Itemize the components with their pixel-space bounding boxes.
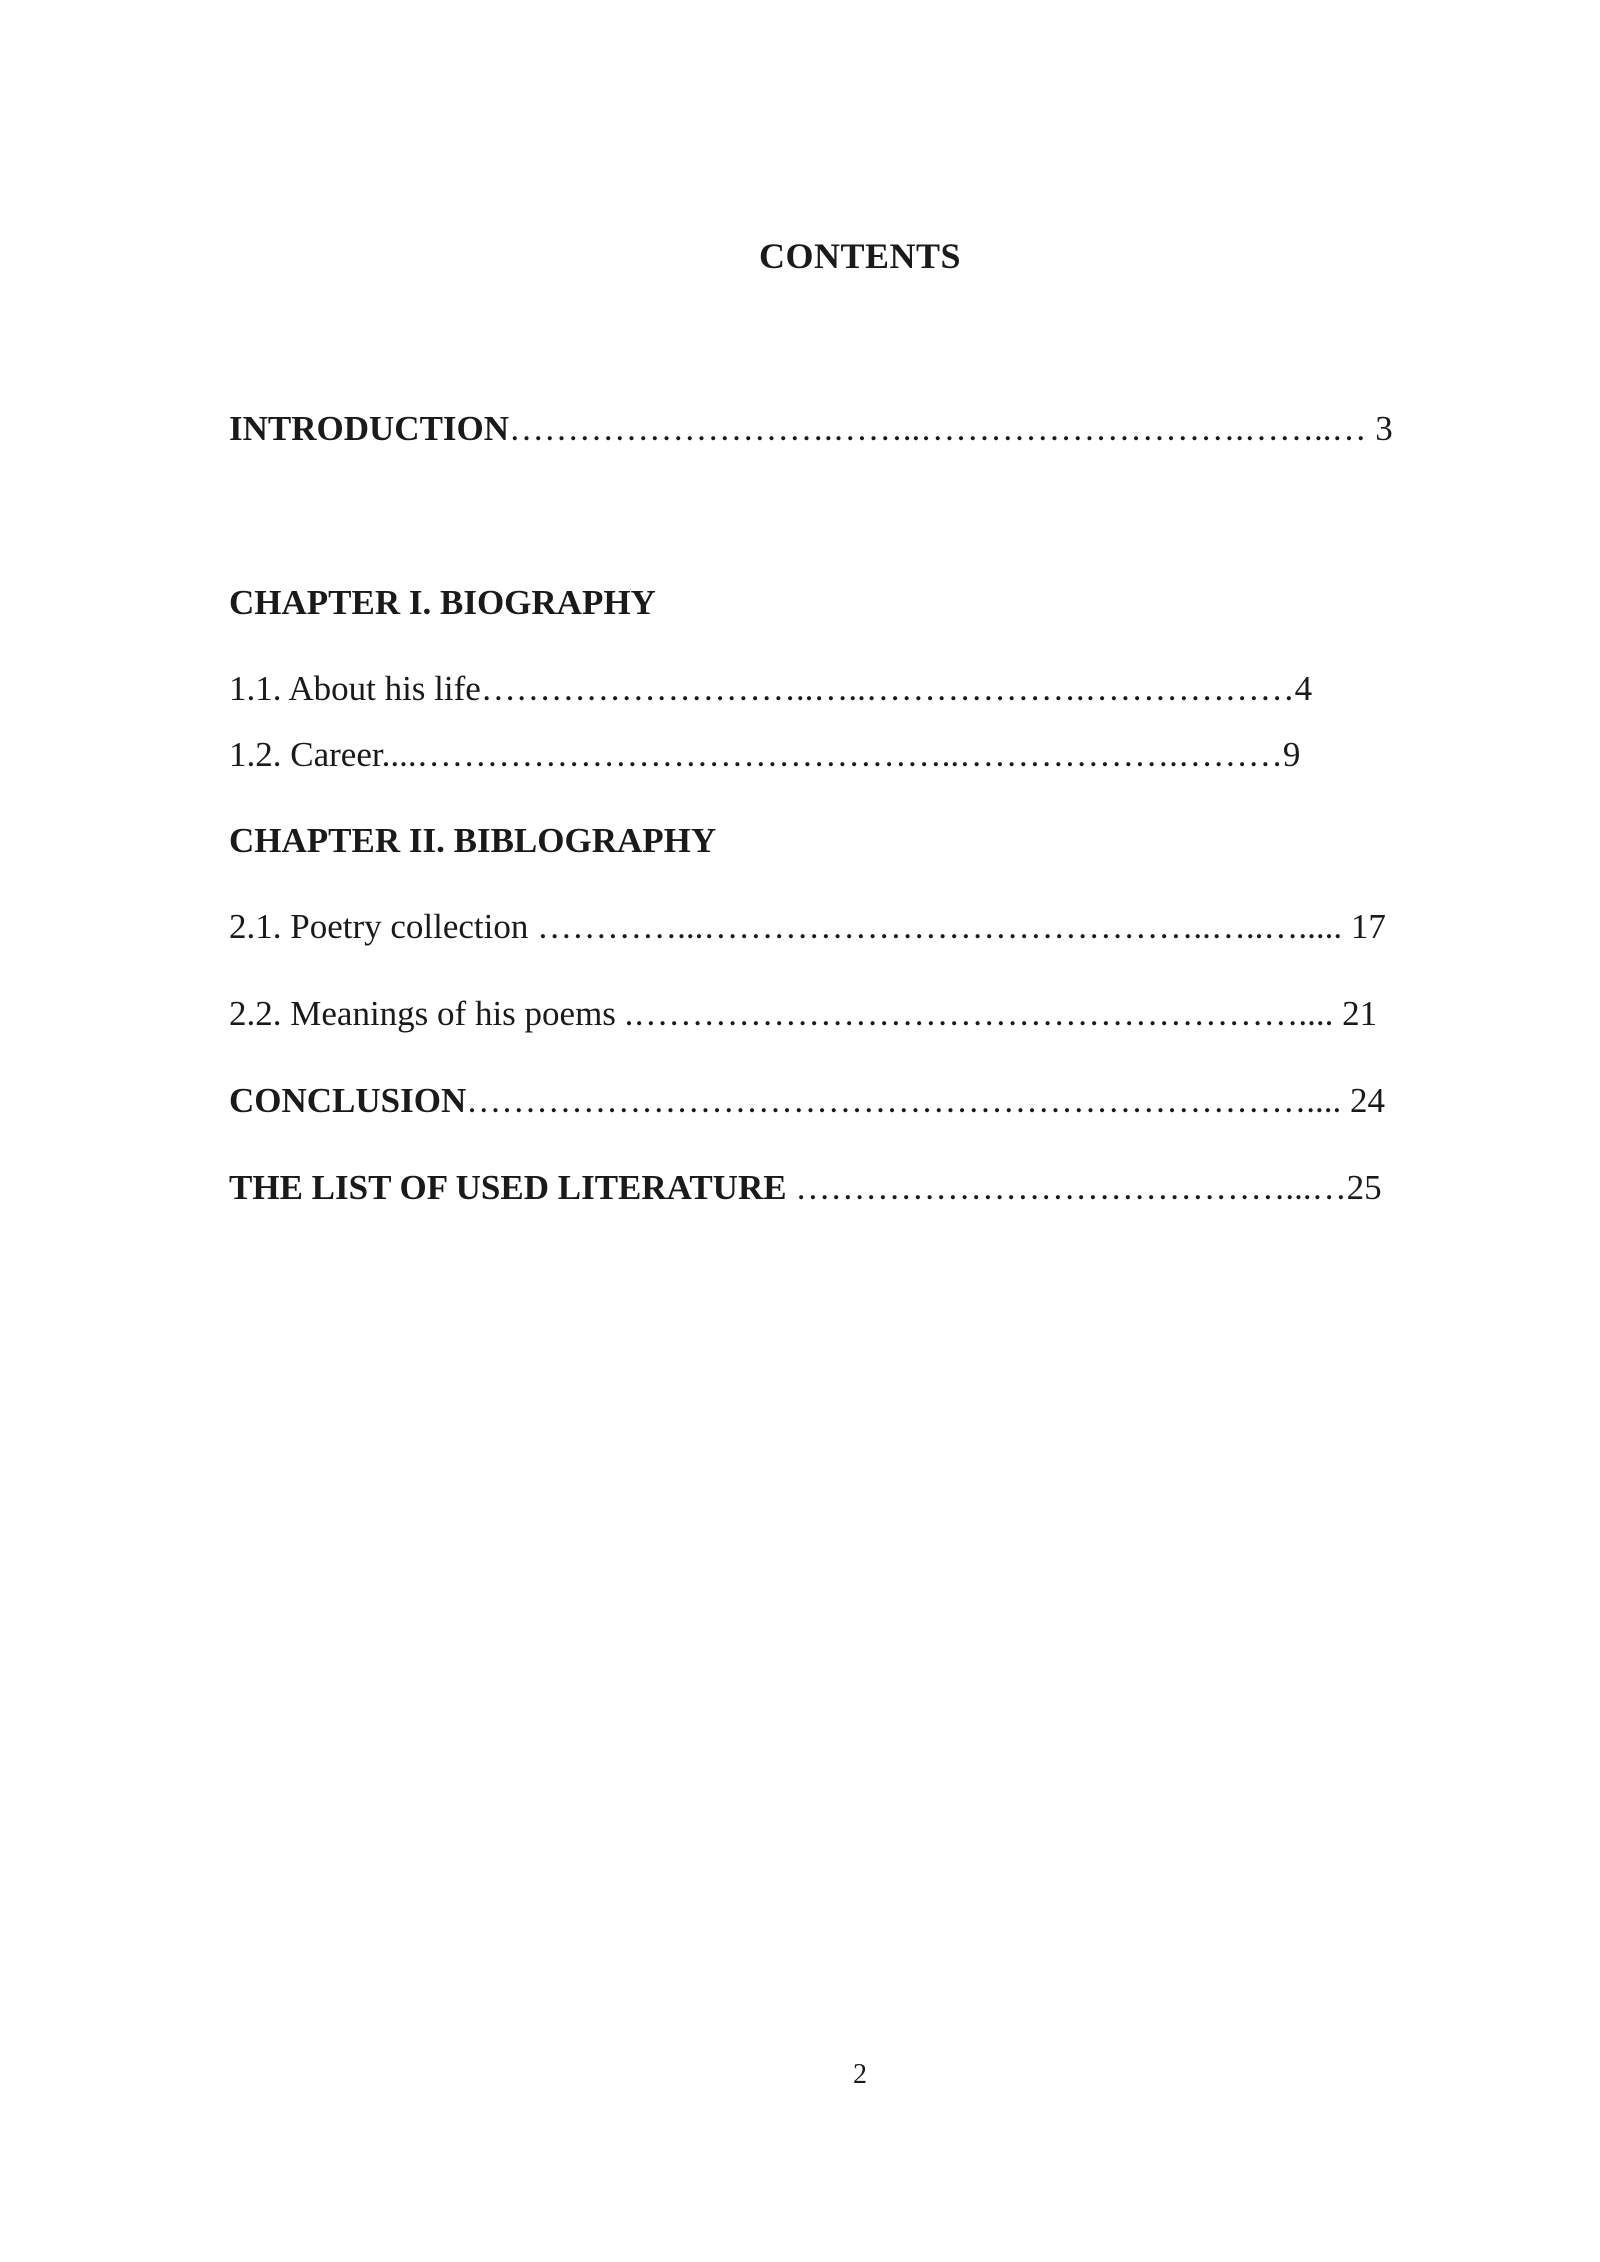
- toc-entry-label: THE LIST OF USED LITERATURE: [229, 1168, 796, 1207]
- toc-page-number: 4: [1294, 669, 1313, 708]
- toc-leader-dots: ………………………………………………………………....: [466, 1081, 1351, 1120]
- toc-entry-about-life: [229, 666, 1312, 712]
- toc-page-number: 3: [1375, 409, 1393, 448]
- toc-page-number: 25: [1346, 1168, 1382, 1207]
- toc-leader-dots: …………...……………………………………..…..….....: [537, 907, 1351, 946]
- toc-chapter-heading-1: CHAPTER I. BIOGRAPHY: [229, 583, 656, 622]
- toc-leader-dots: ……………………….……..……………………….……..…: [509, 409, 1376, 448]
- toc-entry-conclusion: [229, 1078, 1385, 1124]
- toc-entry-label: 1.1. About his life: [229, 669, 481, 708]
- toc-leader-dots: .…………………………………………………....: [624, 994, 1343, 1033]
- toc-leader-dots: ………………………..…..……………….………………: [480, 669, 1295, 708]
- toc-entry-label: CONCLUSION: [229, 1081, 467, 1120]
- toc-page-number: 21: [1342, 994, 1378, 1033]
- toc-entry-label: INTRODUCTION: [229, 409, 510, 448]
- toc-page-number: 24: [1350, 1081, 1386, 1120]
- toc-page-number: 9: [1282, 735, 1301, 774]
- toc-entry-label: 1.2. Career: [229, 735, 382, 774]
- toc-entry-literature: [229, 1165, 1382, 1211]
- toc-page-number: 17: [1350, 907, 1386, 946]
- toc-entry-introduction: [229, 406, 1393, 452]
- page-title: CONTENTS: [758, 236, 962, 276]
- toc-leader-dots: ....………………………………………..……………….………: [381, 735, 1283, 774]
- toc-entry-career: [229, 732, 1300, 778]
- toc-entry-label: 2.2. Meanings of his poems: [229, 994, 625, 1033]
- toc-entry-meanings: [229, 991, 1377, 1037]
- toc-entry-label: 2.1. Poetry collection: [229, 907, 538, 946]
- toc-leader-dots: ……………………………………...…: [795, 1168, 1347, 1207]
- toc-chapter-heading-2: CHAPTER II. BIBLOGRAPHY: [229, 821, 717, 860]
- toc-entry-poetry-collection: [229, 904, 1386, 950]
- page-number: 2: [853, 2059, 867, 2090]
